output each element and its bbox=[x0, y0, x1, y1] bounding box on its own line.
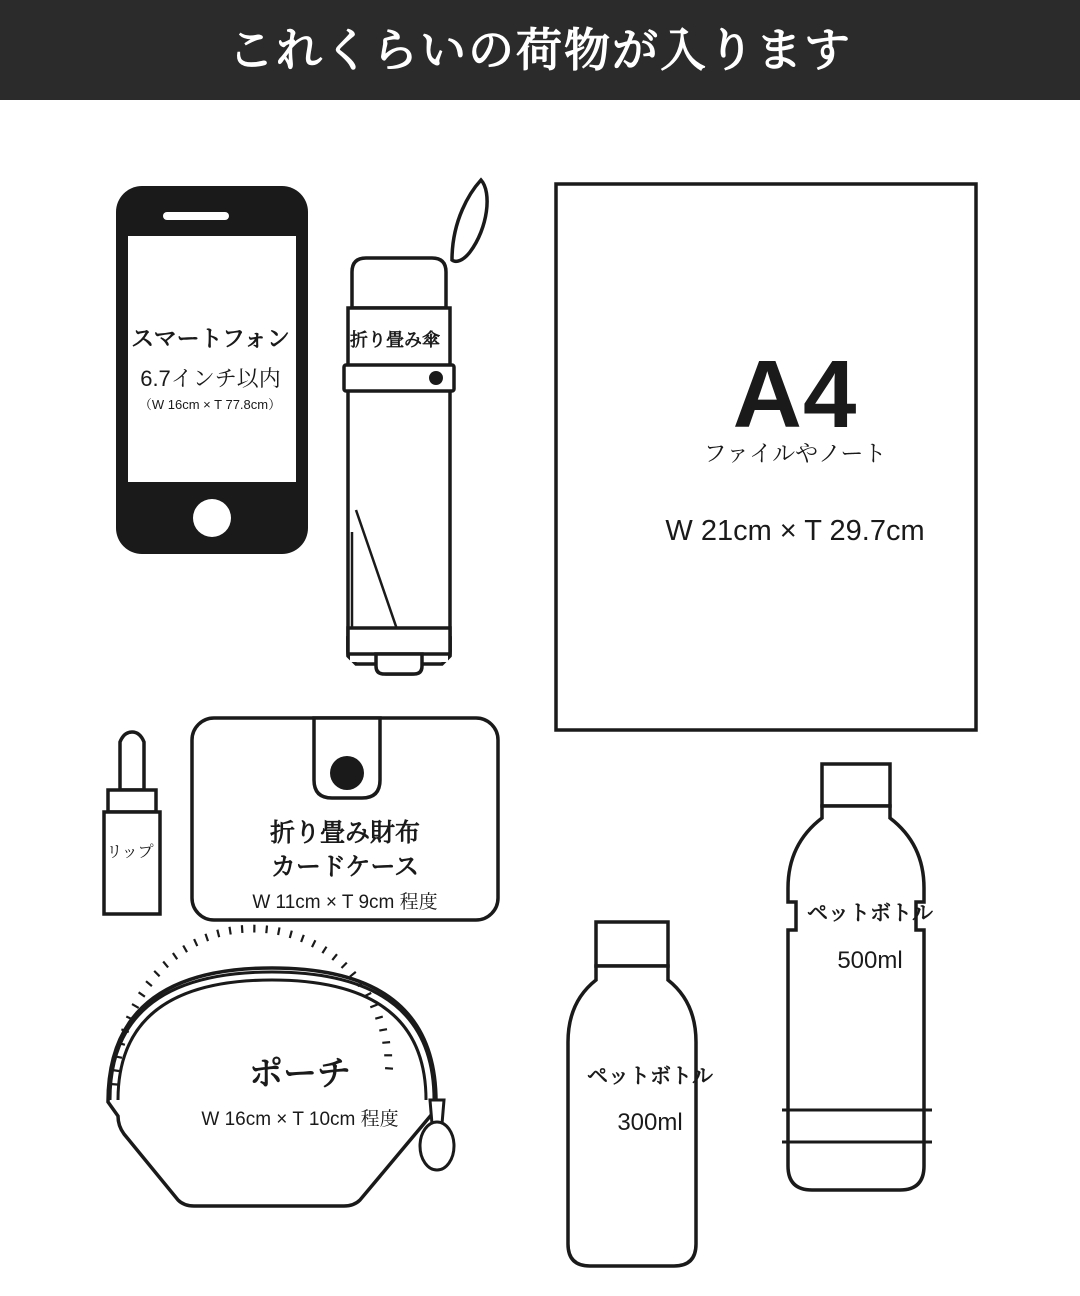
smartphone-label-name: スマートフォン bbox=[131, 325, 290, 351]
pouch-label-name: ポーチ bbox=[249, 1055, 351, 1093]
bottle-500ml-label-volume: 500ml bbox=[837, 947, 903, 974]
wallet-label-name-line2: カードケース bbox=[270, 853, 420, 881]
bottle-300ml-label-volume: 300ml bbox=[617, 1109, 683, 1136]
lipstick-illustration bbox=[104, 732, 160, 914]
bottle-300ml-label-name: ペットボトル bbox=[587, 1065, 713, 1088]
header-banner bbox=[0, 0, 1080, 100]
bottle-500ml-label-name: ペットボトル bbox=[807, 902, 933, 925]
items-diagram bbox=[0, 100, 1080, 1296]
a4-label-subtitle: ファイルやノート bbox=[703, 440, 887, 466]
umbrella-tip bbox=[348, 628, 450, 674]
folding-umbrella-illustration bbox=[344, 180, 487, 674]
wallet-label-name-line1: 折り畳み財布 bbox=[269, 819, 420, 847]
page-title: これくらいの荷物が入ります bbox=[228, 24, 852, 76]
lipstick-label-name: リップ bbox=[106, 844, 154, 861]
wallet-label-dims: W 11cm × T 9cm 程度 bbox=[252, 892, 438, 913]
a4-label-dims: W 21cm × T 29.7cm bbox=[665, 515, 925, 547]
smartphone-label-dims: （W 16cm × T 77.8cm） bbox=[138, 397, 282, 412]
pouch-label-dims: W 16cm × T 10cm 程度 bbox=[201, 1109, 399, 1130]
smartphone-label-size: 6.7インチ以内 bbox=[140, 366, 281, 391]
umbrella-label-name: 折り畳み傘 bbox=[350, 330, 440, 350]
bottle-300ml-illustration bbox=[568, 922, 696, 1266]
a4-label-title: A4 bbox=[732, 341, 858, 448]
